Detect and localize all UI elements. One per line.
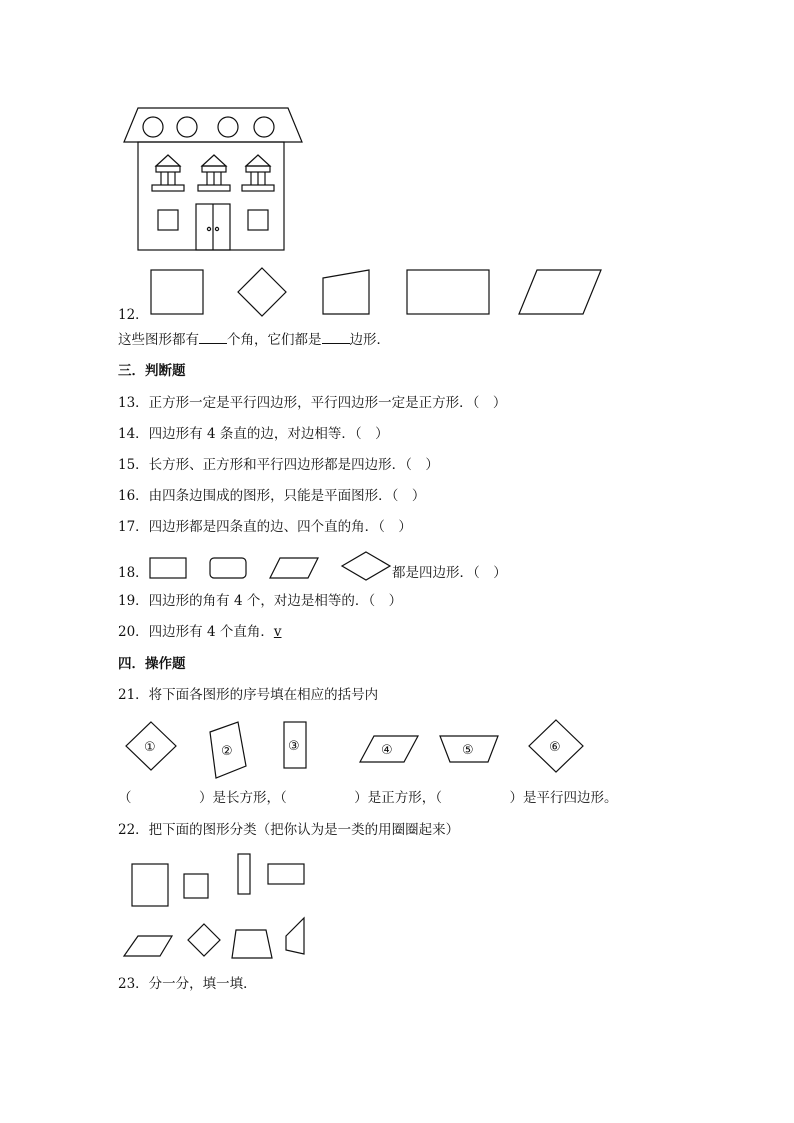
q16-text: 16．由四条边围成的图形，只能是平面图形．（ ）: [118, 488, 426, 504]
q21-label-2: ②: [221, 744, 233, 759]
house-window-left: [158, 210, 178, 230]
q12-text-c: 边形．: [349, 332, 390, 348]
q21-label-3: ③: [288, 739, 300, 754]
house-window-right: [248, 210, 268, 230]
q21-answer-line[interactable]: （ ）是长方形，（ ）是正方形，（ ）是平行四边形。: [118, 790, 618, 806]
q12-question: [118, 331, 390, 349]
q19-text: 19．四边形的角有 4 个，对边是相等的．（ ）: [118, 593, 403, 609]
q18-parallelogram: [270, 558, 318, 578]
q18-shapes: [148, 552, 392, 584]
q21-label-4: ④: [381, 743, 393, 758]
q22-rect-large: [132, 864, 168, 906]
q22-rect-wide: [268, 864, 304, 884]
q17-text: 17．四边形都是四条直的边、四个直的角．（ ）: [118, 519, 412, 535]
balcony-2: [198, 155, 230, 191]
roof-window-4: [254, 117, 274, 137]
q20-line: [118, 623, 282, 641]
q12-rectangle: [407, 270, 489, 314]
balcony-3: [242, 155, 274, 191]
q12-square: [151, 270, 203, 314]
house-door: [196, 204, 230, 250]
q18-rectangle: [150, 558, 186, 578]
q15-text: 15．长方形、正方形和平行四边形都是四边形．（ ）: [118, 457, 439, 473]
q21-label-1: ①: [144, 740, 156, 755]
q22-text: 22．把下面的图形分类（把你认为是一类的用圈圈起来）: [118, 822, 460, 838]
roof-window-1: [143, 117, 163, 137]
q22-trapezoid: [232, 930, 272, 958]
q14-text: 14．四边形有 4 条直的边，对边相等．（ ）: [118, 426, 389, 442]
q12-number: 12．: [118, 307, 149, 323]
section4-title: 四．操作题: [118, 656, 186, 672]
q23-text: 23．分一分，填一填．: [118, 976, 257, 992]
q22-parallelogram: [124, 936, 172, 956]
q22-diamond: [188, 924, 220, 956]
q12-text-b: 个角，它们都是: [227, 332, 322, 348]
q18-number: 18．: [118, 565, 149, 581]
roof-window-2: [177, 117, 197, 137]
q22-square-small: [184, 874, 208, 898]
q12-text-a: 这些图形都有: [118, 332, 199, 348]
q22-shapes: [120, 852, 320, 960]
roof-window-3: [218, 117, 238, 137]
q20-mark: v: [273, 624, 282, 640]
q12-blank-2[interactable]: [322, 331, 350, 344]
q13-text: 13．正方形一定是平行四边形，平行四边形一定是正方形．（ ）: [118, 395, 507, 411]
q18-rhombus: [342, 552, 390, 580]
q18-rounded-rectangle: [210, 558, 246, 578]
section3-title: 三．判断题: [118, 363, 186, 379]
house-picture: [124, 106, 304, 252]
q12-trapezoid: [323, 270, 369, 314]
q22-rect-tall: [238, 854, 250, 894]
q12-diamond: [238, 268, 286, 316]
q12-blank-1[interactable]: [199, 331, 227, 344]
q12-shapes: [145, 266, 605, 320]
q21-text: 21．将下面各图形的序号填在相应的括号内: [118, 687, 379, 703]
q20-text: 20．四边形有 4 个直角．: [118, 624, 274, 640]
q18-tail: 都是四边形．（ ）: [392, 565, 507, 581]
q12-parallelogram: [519, 270, 601, 314]
q21-label-6: ⑥: [549, 740, 561, 755]
q21-shapes: [124, 718, 594, 782]
q22-quad: [286, 918, 304, 954]
q21-label-5: ⑤: [462, 743, 474, 758]
balcony-1: [152, 155, 184, 191]
